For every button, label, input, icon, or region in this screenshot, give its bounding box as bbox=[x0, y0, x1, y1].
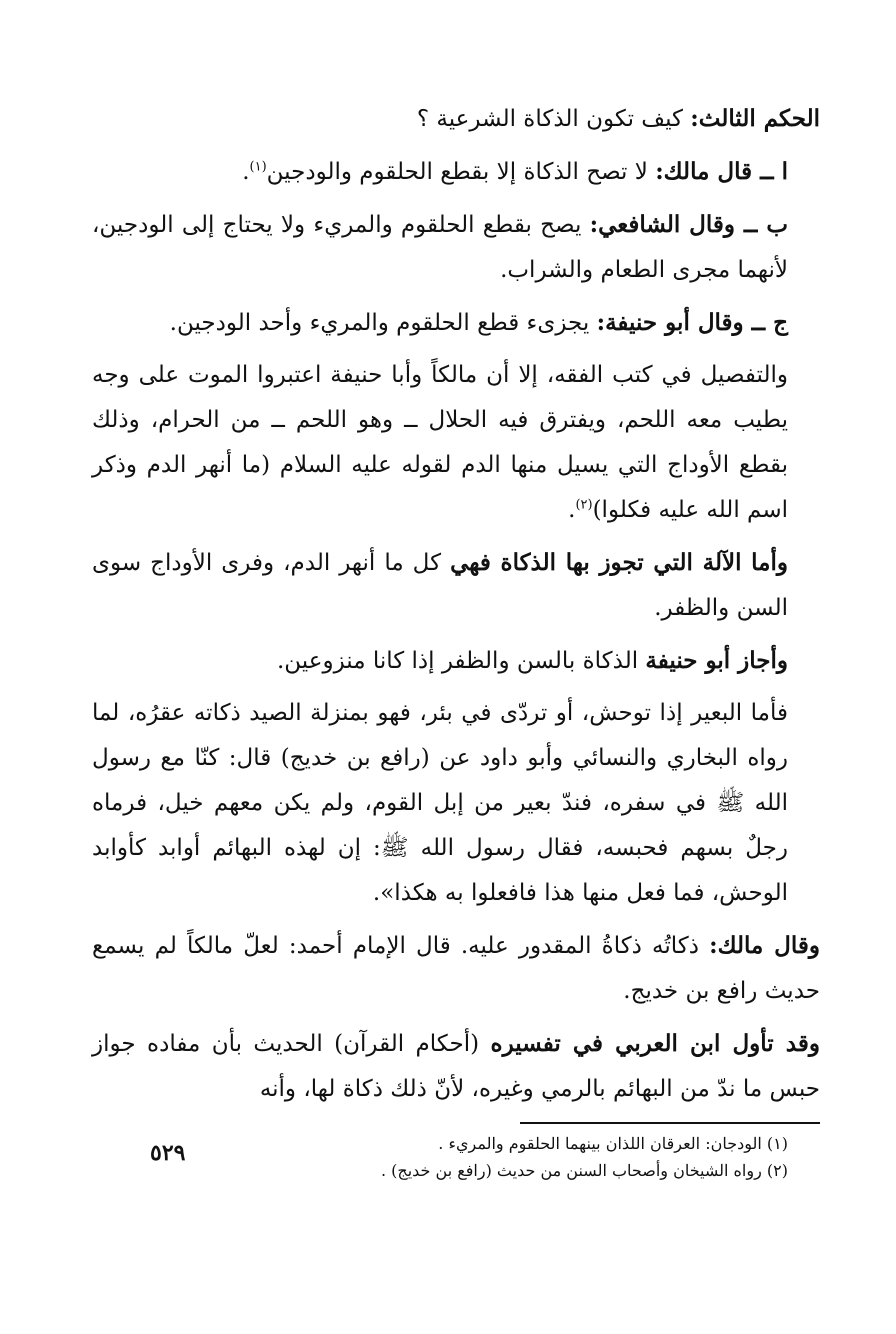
body-text: يصح بقطع الحلقوم والمريء ولا يحتاج إلى الودجين، لأنهما مجرى الطعام والشراب. bbox=[92, 212, 788, 283]
body-text: يجزىء قطع الحلقوم والمريء وأحد الودجين. bbox=[169, 310, 597, 336]
paragraph-abu-hanifa-permits bbox=[92, 638, 820, 684]
footnote-2: (٢) رواه الشيخان وأصحاب السنن من حديث (رافع بن خديج) . bbox=[380, 1161, 788, 1180]
lead-text: ب ــ وقال الشافعي: bbox=[589, 211, 788, 238]
paragraph-details bbox=[92, 353, 820, 533]
body-text: ذكاتُه ذكاةُ المقدور عليه. قال الإمام أحمد: لعلّ مالكاً لم يسمع حديث رافع بن خديج. bbox=[92, 933, 820, 1004]
lead-text: وقد تأول ابن العربي في تفسيره bbox=[490, 1030, 820, 1057]
lead-text: وقال مالك: bbox=[709, 932, 820, 959]
paragraph-tool bbox=[92, 540, 820, 631]
paragraph-ibn-arabi bbox=[92, 1021, 820, 1112]
lead-text: وأما الآلة التي تجوز بها الذكاة فهي bbox=[450, 549, 788, 576]
paragraph-shafii bbox=[92, 202, 820, 293]
paragraph-camel bbox=[92, 691, 820, 916]
lead-text: وأجاز أبو حنيفة bbox=[645, 647, 788, 674]
body-text: لا تصح الذكاة إلا بقطع الحلقوم والودجين bbox=[266, 159, 656, 185]
body-text: (أحكام القرآن) الحديث بأن مفاده جواز حبس ما ندّ من البهائم بالرمي وغيره، لأنّ ذلك ذكاة لها، وأنه bbox=[92, 1031, 820, 1102]
tail-text: . bbox=[568, 497, 576, 523]
lead-text: ج ــ وقال أبو حنيفة: bbox=[596, 309, 788, 336]
body-text: كل ما أنهر الدم، وفرى الأوداج سوى السن والظفر. bbox=[92, 550, 788, 621]
paragraph-heading bbox=[92, 96, 820, 142]
paragraph-malik bbox=[92, 149, 820, 195]
body-text: كيف تكون الذكاة الشرعية ؟ bbox=[416, 106, 691, 132]
tail-text: . bbox=[242, 159, 250, 185]
lead-text: ا ــ قال مالك: bbox=[655, 158, 788, 185]
page-number: ٥٢٩ bbox=[150, 1140, 186, 1166]
footnote-1: (١) الودجان: العرقان اللذان بينهما الحلقوم والمريء . bbox=[438, 1134, 788, 1153]
body-text: فأما البعير إذا توحش، أو تردّى في بئر، فهو بمنزلة الصيد ذكاته عقرُه، لما رواه البخاري والنسائي وأبو داود عن (رافع بن خديج) قال: كنّا مع رسول الله ﷺ في سفره، فندّ بعير من إبل القوم، ولم يكن معهم خيل، فرماه رجلٌ بسهم فحبسه، فقال رسول الله ﷺ: إن لهذه البهائم أوابد كأوابد الوحش، فما فعل منها هذا فافعلوا به هكذا». bbox=[92, 700, 788, 906]
paragraph-abu-hanifa bbox=[92, 300, 820, 346]
footnote-ref: (٢) bbox=[575, 497, 593, 513]
body-text: الذكاة بالسن والظفر إذا كانا منزوعين. bbox=[276, 648, 646, 674]
footnote-divider bbox=[520, 1122, 820, 1124]
lead-text: الحكم الثالث: bbox=[690, 105, 820, 132]
paragraph-malik-view bbox=[92, 923, 820, 1014]
footnote-ref: (١) bbox=[249, 159, 267, 175]
body-text: والتفصيل في كتب الفقه، إلا أن مالكاً وأبا حنيفة اعتبروا الموت على وجه يطيب معه اللحم، ويفترق فيه الحلال ــ وهو اللحم ــ من الحرام، وذلك بقطع الأوداج التي يسيل منها الدم لقوله عليه السلام (ما أنهر الدم وذكر اسم الله عليه فكلوا) bbox=[92, 362, 788, 523]
